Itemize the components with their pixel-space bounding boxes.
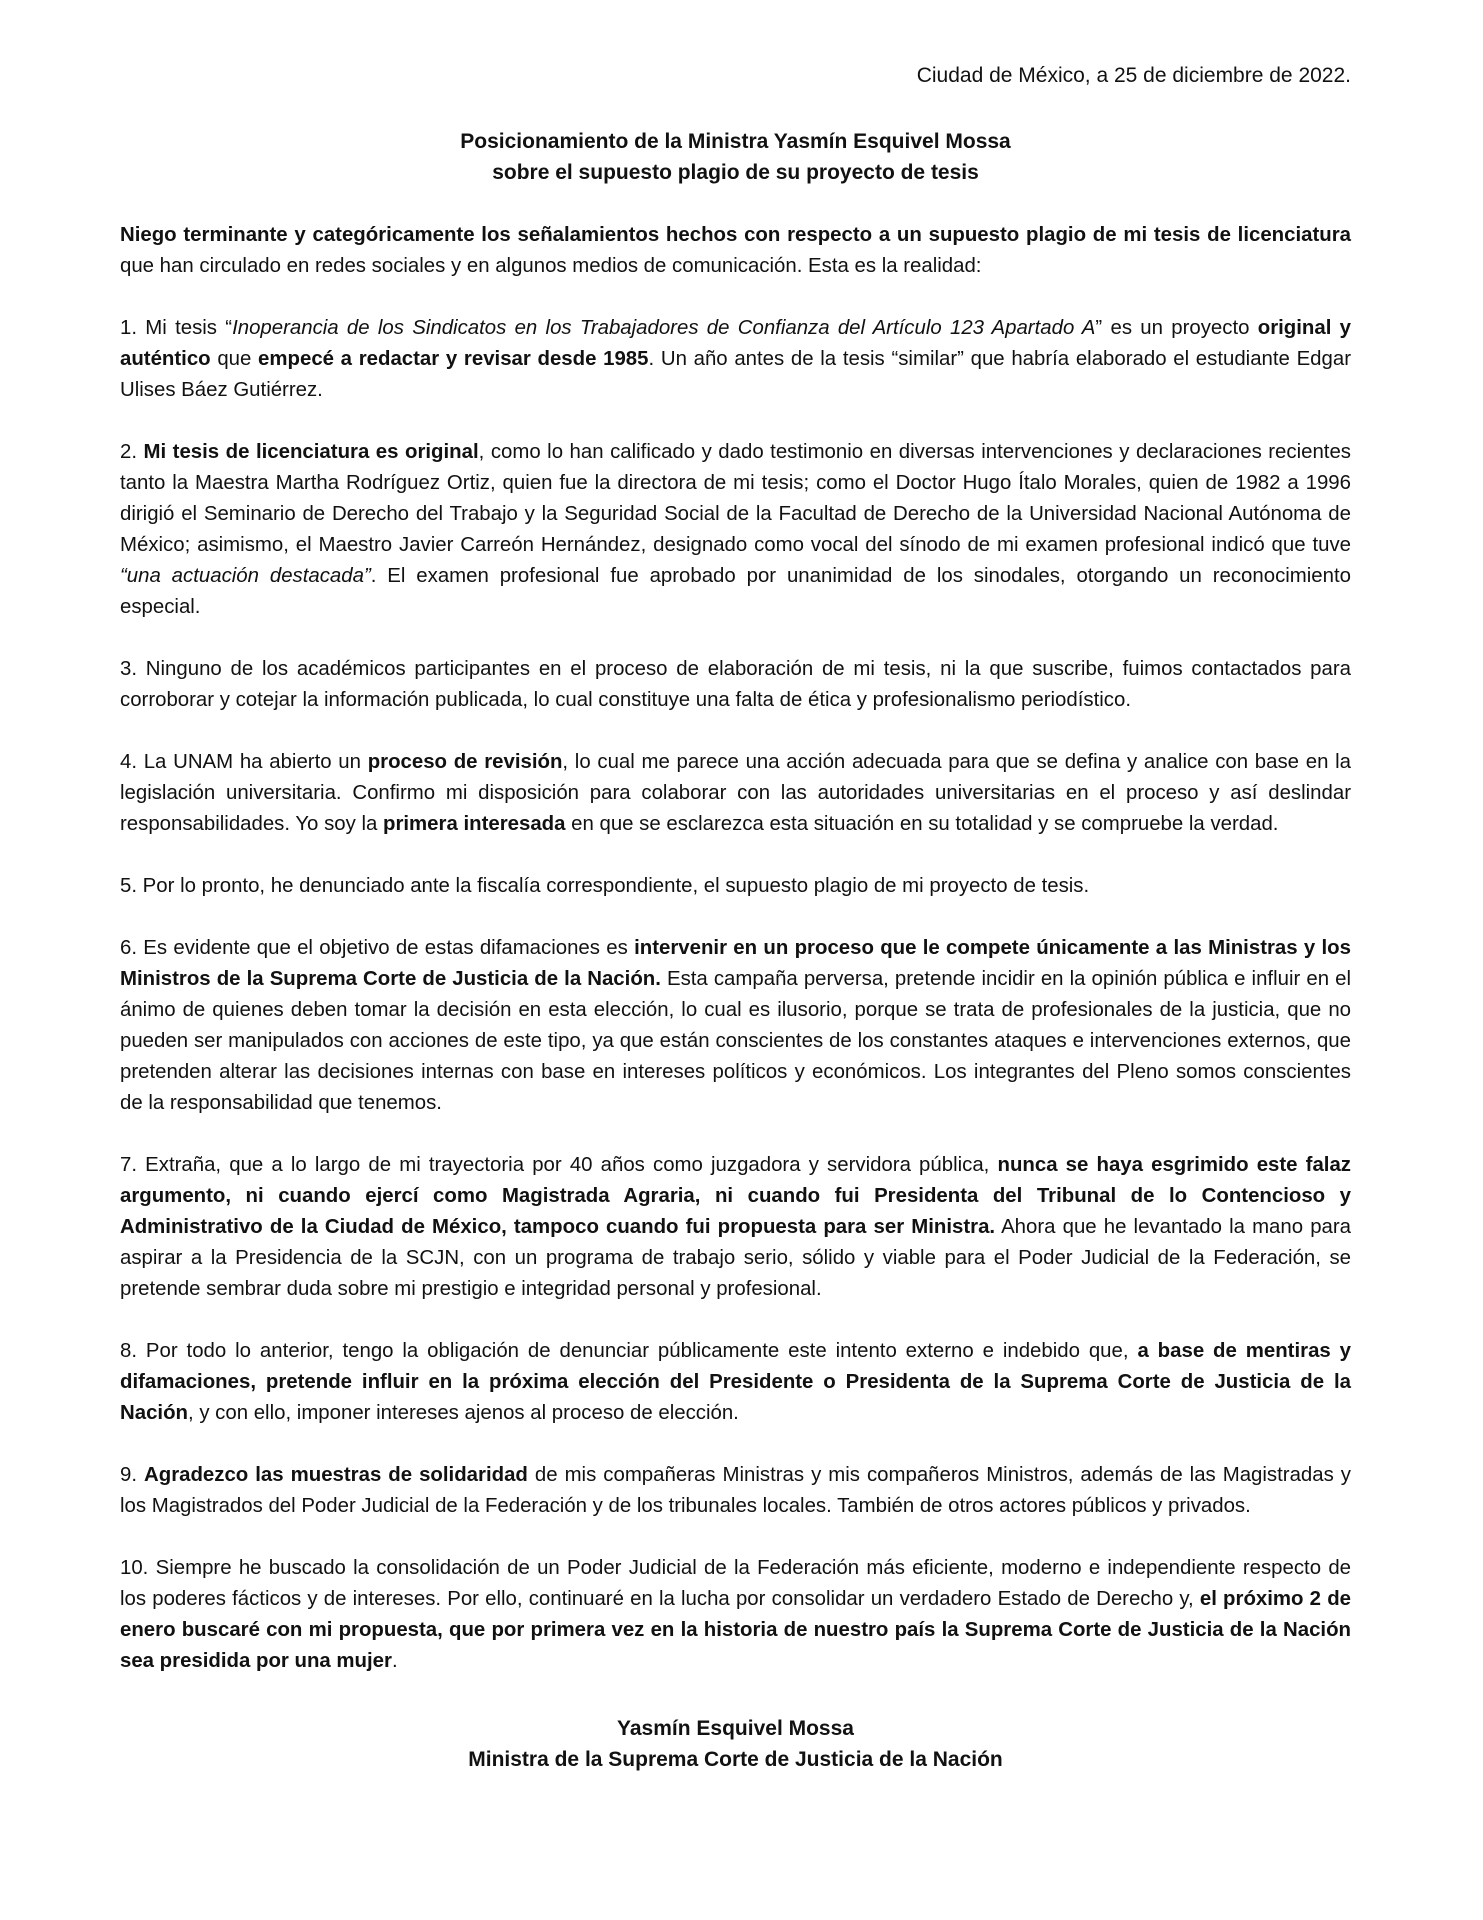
title-line-2: sobre el supuesto plagio de su proyecto de tesis: [492, 161, 979, 184]
p8-text-a: 8. Por todo lo anterior, tengo la obligación de denunciar públicamente este intento externo e indebido que,: [120, 1340, 1138, 1362]
p10-bold-1: el próximo 2 de enero buscaré con mi propuesta, que por primera vez en la historia de nuestro país la Suprema Corte de Justicia de la Nación sea presidida por una mujer: [120, 1588, 1351, 1672]
p2-italic-quote: “una actuación destacada”: [120, 565, 371, 587]
document-title: [120, 126, 1351, 188]
p10-text-b: .: [391, 1650, 398, 1672]
p1-thesis-title: Inoperancia de los Sindicatos en los Trabajadores de Confianza del Artículo 123 Apartado A: [232, 317, 1096, 339]
p5-text-a: 5. Por lo pronto, he denunciado ante la fiscalía correspondiente, el supuesto plagio de mi proyecto de tesis.: [120, 875, 1090, 897]
paragraph-9: [120, 1460, 1351, 1522]
p6-bold-1: intervenir en un proceso que le compete únicamente a las Ministras y los Ministros de la Suprema Corte de Justicia de la Nación.: [120, 937, 1351, 990]
p4-text-b: , lo cual me parece una acción adecuada para que se defina y analice con base en la legislación universitaria. Confirmo mi disposición para colaborar con las autoridades universitarias en el proceso y así deslindar responsabilidades. Yo soy la: [120, 751, 1351, 835]
p3-text-a: 3. Ninguno de los académicos participantes en el proceso de elaboración de mi tesis, ni la que suscribe, fuimos contactados para corroborar y cotejar la información publicada, lo cual constituye una falta de ética y profesionalismo periodístico.: [120, 658, 1351, 711]
p10-text-a: 10. Siempre he buscado la consolidación de un Poder Judicial de la Federación más eficiente, moderno e independiente respecto de los poderes fácticos y de intereses. Por ello, continuaré en la lucha por consolidar un verdadero Estado de Derecho y,: [120, 1557, 1351, 1610]
p2-bold-1: Mi tesis de licenciatura es original: [143, 441, 479, 463]
paragraph-3: [120, 654, 1351, 716]
p1-bold-1: original y auténtico: [120, 317, 1351, 370]
paragraph-1: [120, 313, 1351, 406]
paragraph-8: [120, 1336, 1351, 1429]
signature-name: Yasmín Esquivel Mossa: [617, 1717, 854, 1740]
p2-text-c: . El examen profesional fue aprobado por unanimidad de los sinodales, otorgando un reconocimiento especial.: [120, 565, 1351, 618]
intro-bold: Niego terminante y categóricamente los señalamientos hechos con respecto a un supuesto plagio de mi tesis de licenciatura: [120, 224, 1351, 246]
p4-bold-1: proceso de revisión: [367, 751, 563, 773]
paragraph-4: [120, 747, 1351, 840]
p6-text-b: Esta campaña perversa, pretende incidir en la opinión pública e influir en el ánimo de quienes deben tomar la decisión en esta elección, lo cual es ilusorio, porque se trata de profesionales de la justicia, que no pueden ser manipulados con acciones de este tipo, ya que están conscientes de los constantes ataques e intervenciones externos, que pretenden alterar las decisiones internas con base en intereses políticos y económicos. Los integrantes del Pleno somos conscientes de la responsabilidad que tenemos.: [120, 968, 1351, 1114]
p7-text-a: 7. Extraña, que a lo largo de mi trayectoria por 40 años como juzgadora y servidora pública,: [120, 1154, 998, 1176]
p1-text-a: 1. Mi tesis “: [120, 317, 233, 339]
p7-bold-1: nunca se haya esgrimido este falaz argumento, ni cuando ejercí como Magistrada Agraria, ni cuando fui Presidenta del Tribunal de lo Contencioso y Administrativo de la Ciudad de México, tampoco cuando fui propuesta para ser Ministra.: [120, 1154, 1351, 1238]
signature-position: Ministra de la Suprema Corte de Justicia de la Nación: [468, 1748, 1003, 1771]
paragraph-6: [120, 933, 1351, 1119]
p6-text-a: 6. Es evidente que el objetivo de estas difamaciones es: [120, 937, 635, 959]
p4-text-c: en que se esclarezca esta situación en su totalidad y se compruebe la verdad.: [565, 813, 1279, 835]
p1-text-b: ” es un proyecto: [1095, 317, 1258, 339]
intro-text: que han circulado en redes sociales y en algunos medios de comunicación. Esta es la realidad:: [120, 255, 982, 277]
p9-text-a: 9.: [120, 1464, 145, 1486]
p4-text-a: 4. La UNAM ha abierto un: [120, 751, 368, 773]
p1-text-c: que: [210, 348, 259, 370]
signature-block: [120, 1713, 1351, 1775]
p9-text-b: de mis compañeras Ministras y mis compañeros Ministros, además de las Magistradas y los Magistrados del Poder Judicial de la Federación y de los tribunales locales. También de otros actores públicos y privados.: [120, 1464, 1351, 1517]
p7-text-b: Ahora que he levantado la mano para aspirar a la Presidencia de la SCJN, con un programa de trabajo serio, sólido y viable para el Poder Judicial de la Federación, se pretende sembrar duda sobre mi prestigio e integridad personal y profesional.: [120, 1216, 1352, 1300]
p8-text-b: , y con ello, imponer intereses ajenos al proceso de elección.: [187, 1402, 739, 1424]
p1-bold-2: empecé a redactar y revisar desde 1985: [258, 348, 649, 370]
title-line-1: Posicionamiento de la Ministra Yasmín Esquivel Mossa: [460, 130, 1011, 153]
p1-text-d: . Un año antes de la tesis “similar” que habría elaborado el estudiante Edgar Ulises Báez Gutiérrez.: [120, 348, 1351, 401]
p2-text-a: 2.: [120, 441, 144, 463]
paragraph-10: [120, 1553, 1351, 1677]
p9-bold-1: Agradezco las muestras de solidaridad: [144, 1464, 528, 1486]
date-line: Ciudad de México, a 25 de diciembre de 2022.: [916, 64, 1351, 87]
p8-bold-1: a base de mentiras y difamaciones, pretende influir en la próxima elección del Presidente o Presidenta de la Suprema Corte de Justicia de la Nación: [120, 1340, 1351, 1424]
paragraph-7: [120, 1150, 1351, 1305]
paragraph-2: [120, 437, 1351, 623]
p2-text-b: , como lo han calificado y dado testimonio en diversas intervenciones y declaraciones recientes tanto la Maestra Martha Rodríguez Ortiz, quien fue la directora de mi tesis; como el Doctor Hugo Ítalo Morales, quien de 1982 a 1996 dirigió el Seminario de Derecho del Trabajo y la Seguridad Social de la Facultad de Derecho de la Universidad Nacional Autónoma de México; asimismo, el Maestro Javier Carreón Hernández, designado como vocal del sínodo de mi examen profesional indicó que tuve: [120, 441, 1352, 556]
intro-paragraph: [120, 220, 1351, 282]
p4-bold-2: primera interesada: [383, 813, 566, 835]
paragraph-5: [120, 871, 1351, 902]
